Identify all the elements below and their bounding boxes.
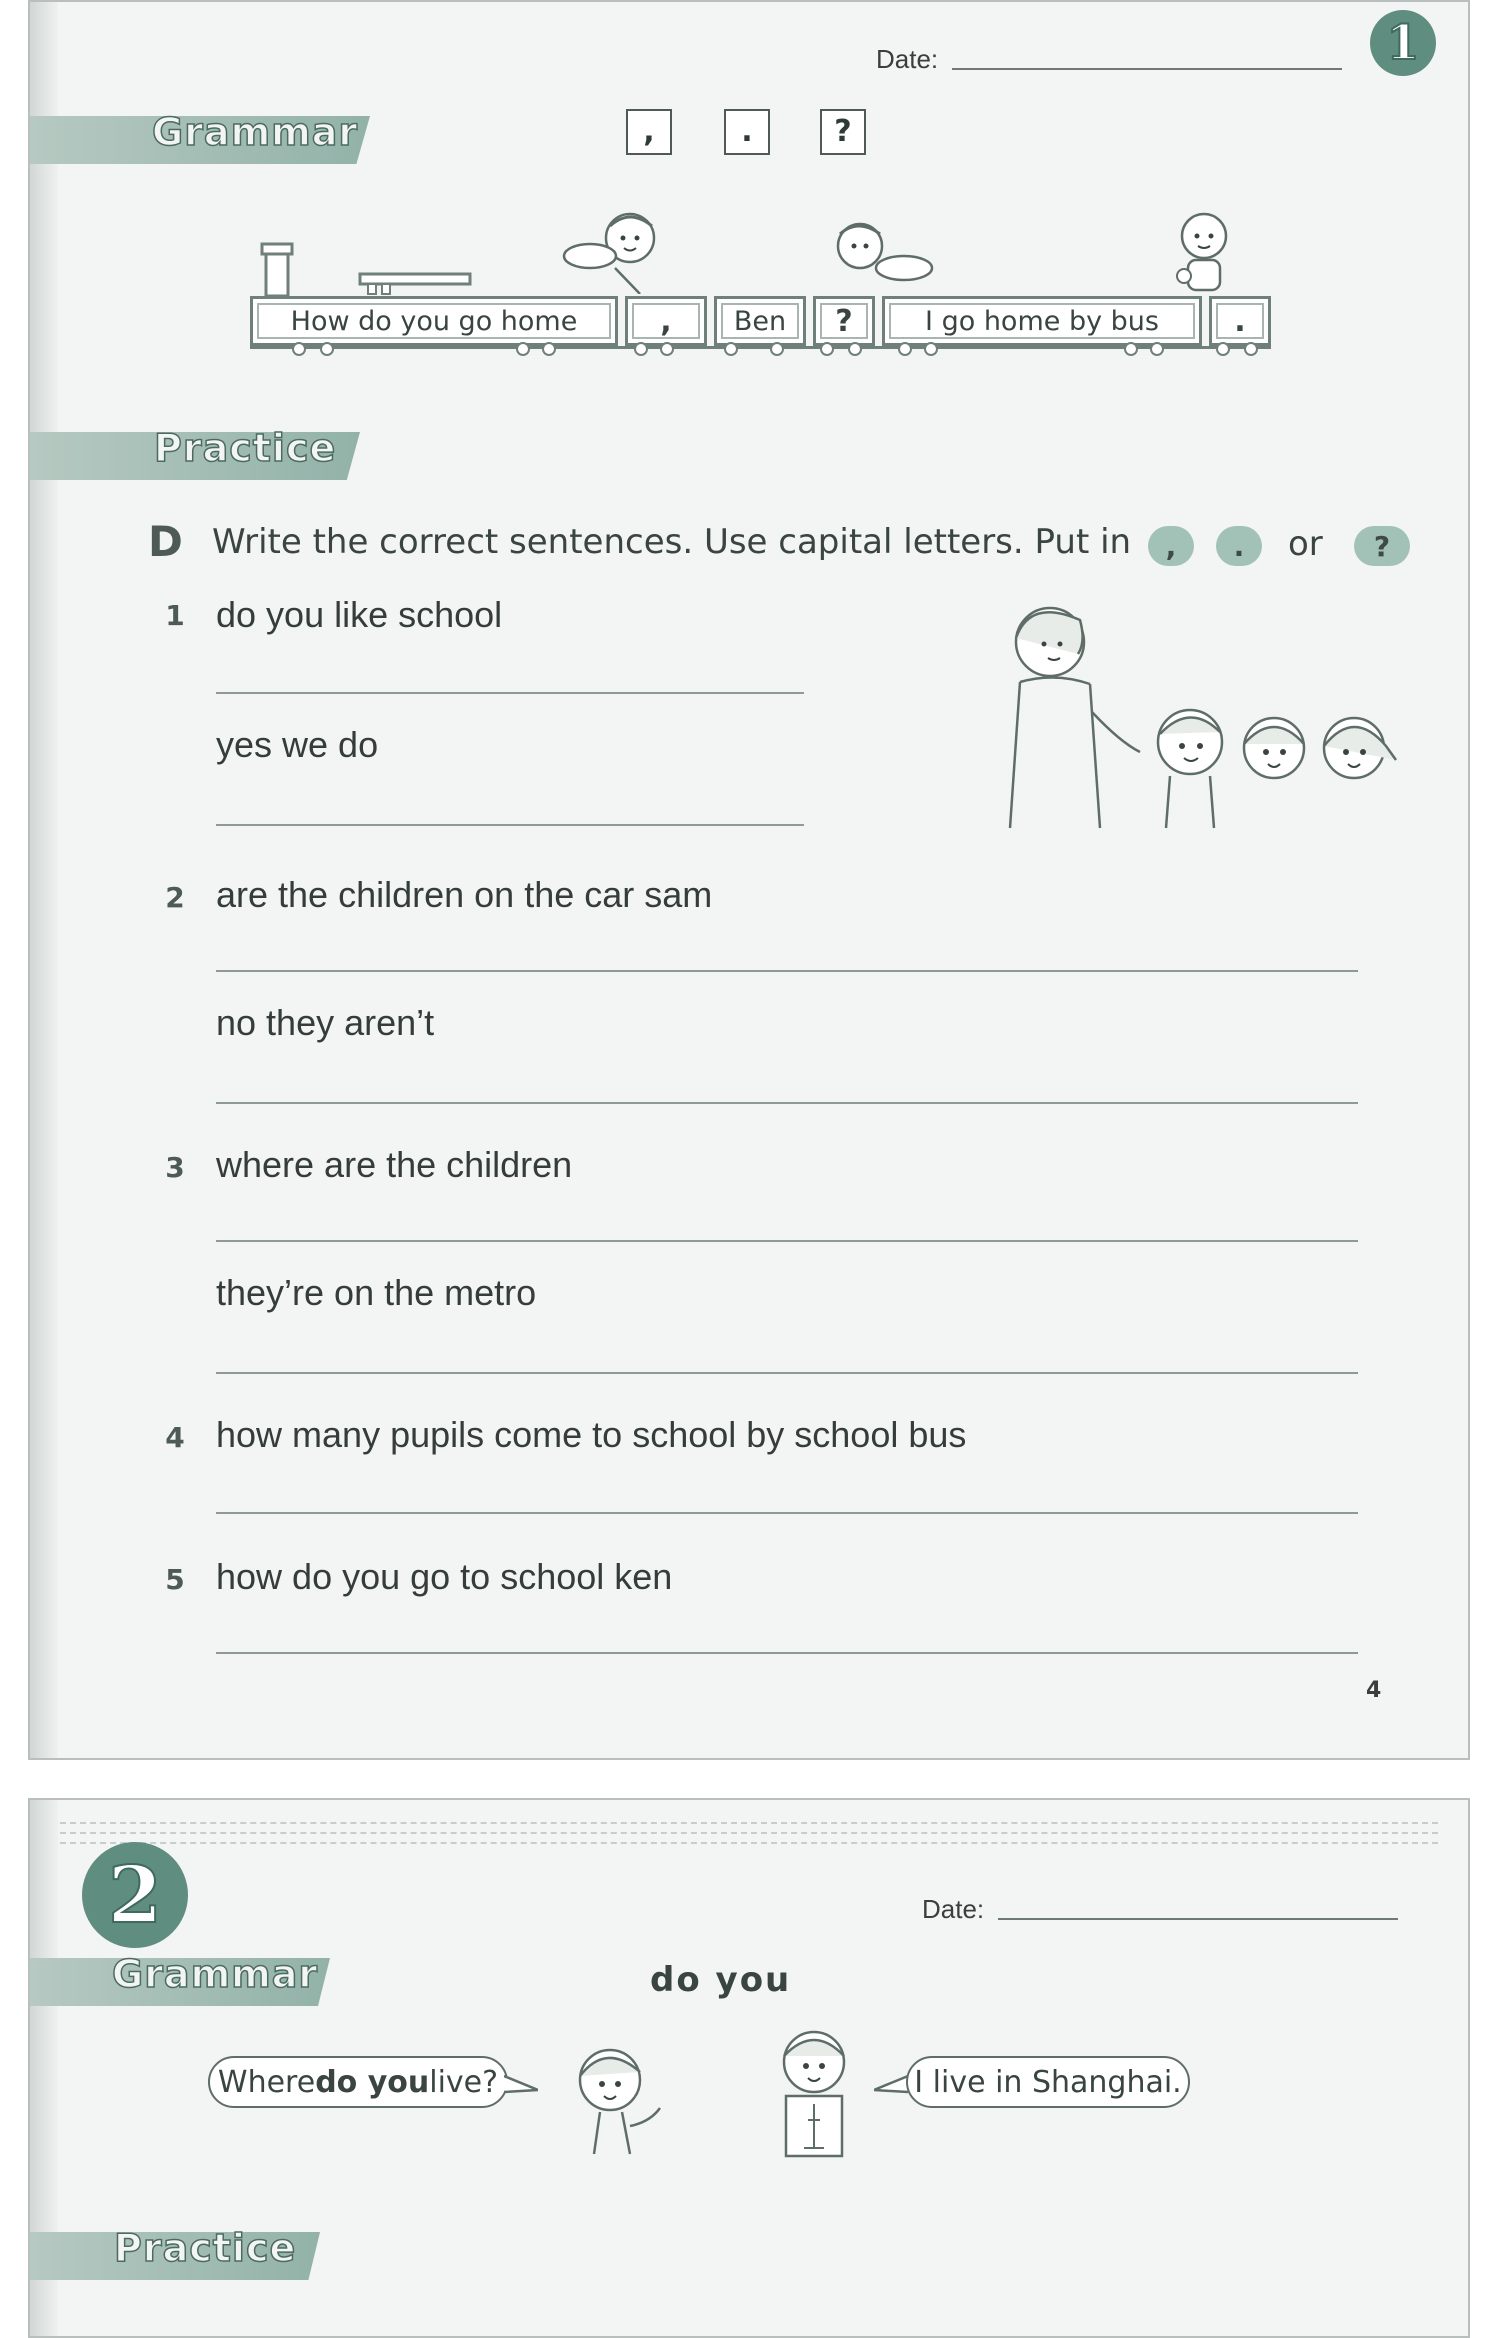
chip-question-mark: ? <box>1354 526 1410 566</box>
item-number-5: 5 <box>158 1562 192 1596</box>
punctuation-period: . <box>724 109 770 155</box>
grammar-title: Grammar <box>112 1952 319 1996</box>
item-5-question: how do you go to school ken <box>216 1556 673 1597</box>
train-car-question-text: How do you go home <box>250 296 618 346</box>
train-car-question-mark: ? <box>813 296 875 346</box>
wheel-icon <box>770 342 784 356</box>
wheel-icon <box>724 342 738 356</box>
dashed-divider <box>60 1822 1438 1824</box>
train-car-name: Ben <box>714 296 806 346</box>
item-3-question: where are the children <box>216 1144 573 1185</box>
date-input-line[interactable] <box>952 68 1342 70</box>
speech-bubble-answer: I live in Shanghai. <box>906 2056 1190 2108</box>
wheel-icon <box>660 342 674 356</box>
date-label: Date: <box>876 44 939 74</box>
chip-comma: , <box>1148 526 1194 566</box>
wheel-icon <box>848 342 862 356</box>
item-3-answer-line-1[interactable] <box>216 1240 1358 1242</box>
bubble-text-bold: do you <box>315 2064 430 2100</box>
item-number-2: 2 <box>158 880 192 914</box>
exercise-or-word: or <box>1288 524 1323 564</box>
bubble-text-after: live? <box>429 2064 499 2100</box>
wheel-icon <box>924 342 938 356</box>
wheel-icon <box>1216 342 1230 356</box>
unit-badge <box>82 1842 188 1948</box>
child-lying-icon <box>560 208 670 294</box>
date-input-line[interactable] <box>998 1918 1398 1920</box>
wheel-icon <box>1244 342 1258 356</box>
item-4-answer-line[interactable] <box>216 1512 1358 1514</box>
item-2-reply: no they aren’t <box>216 1002 435 1043</box>
item-3-reply: they’re on the metro <box>216 1272 537 1313</box>
wheel-icon <box>820 342 834 356</box>
unit-badge-number: 1 <box>1386 15 1420 71</box>
dashed-divider <box>60 1842 1438 1844</box>
item-1-answer-line-2[interactable] <box>216 824 804 826</box>
unit-badge <box>1370 10 1436 76</box>
child-lying-icon <box>828 218 938 294</box>
wheel-icon <box>898 342 912 356</box>
girl-waving-icon <box>560 2036 670 2156</box>
train-car-period: . <box>1209 296 1271 346</box>
grammar-focus-words: do you <box>650 1960 792 2000</box>
wheel-icon <box>320 342 334 356</box>
item-3-answer-line-2[interactable] <box>216 1372 1358 1374</box>
wheel-icon <box>516 342 530 356</box>
train-car-comma: , <box>625 296 707 346</box>
item-number-3: 3 <box>158 1150 192 1184</box>
item-5-answer-line[interactable] <box>216 1652 1358 1654</box>
practice-title: Practice <box>114 2226 297 2270</box>
wheel-icon <box>1150 342 1164 356</box>
item-number-4: 4 <box>158 1420 192 1454</box>
grammar-title: Grammar <box>152 110 359 154</box>
train-rail <box>250 346 1271 349</box>
punctuation-comma: , <box>626 109 672 155</box>
bubble-text-before: Where <box>217 2064 316 2100</box>
dashed-divider <box>60 1832 1438 1834</box>
item-1-answer-line-1[interactable] <box>216 692 804 694</box>
wheel-icon <box>1124 342 1138 356</box>
speech-bubble-question <box>208 2056 508 2108</box>
train-car-answer-text: I go home by bus <box>882 296 1202 346</box>
boy-with-map-icon <box>764 2020 864 2160</box>
worksheet-page-2 <box>28 1798 1470 2338</box>
chip-period: . <box>1216 526 1262 566</box>
wheel-icon <box>292 342 306 356</box>
item-1-question: do you like school <box>216 594 503 635</box>
punctuation-question: ? <box>820 109 866 155</box>
item-2-answer-line-2[interactable] <box>216 1102 1358 1104</box>
item-2-question: are the children on the car sam <box>216 874 713 915</box>
exercise-letter: D <box>148 517 183 566</box>
child-sitting-icon <box>1168 208 1238 294</box>
bubble-tail-icon <box>874 2072 908 2098</box>
item-2-answer-line-1[interactable] <box>216 970 1358 972</box>
item-number-1: 1 <box>158 598 192 632</box>
exercise-instruction: Write the correct sentences. Use capital letters. Put in <box>212 522 1132 562</box>
item-4-question: how many pupils come to school by school bus <box>216 1414 967 1455</box>
teacher-and-children-illustration <box>960 592 1420 832</box>
practice-title: Practice <box>154 426 337 470</box>
bubble-tail-icon <box>504 2072 538 2098</box>
wheel-icon <box>542 342 556 356</box>
locomotive-icon <box>252 240 482 300</box>
unit-badge-number: 2 <box>107 1849 163 1941</box>
worksheet-page-1 <box>28 0 1470 1760</box>
wheel-icon <box>634 342 648 356</box>
item-1-reply: yes we do <box>216 724 379 765</box>
date-label: Date: <box>922 1894 985 1924</box>
page-number: 4 <box>1366 1678 1382 1703</box>
